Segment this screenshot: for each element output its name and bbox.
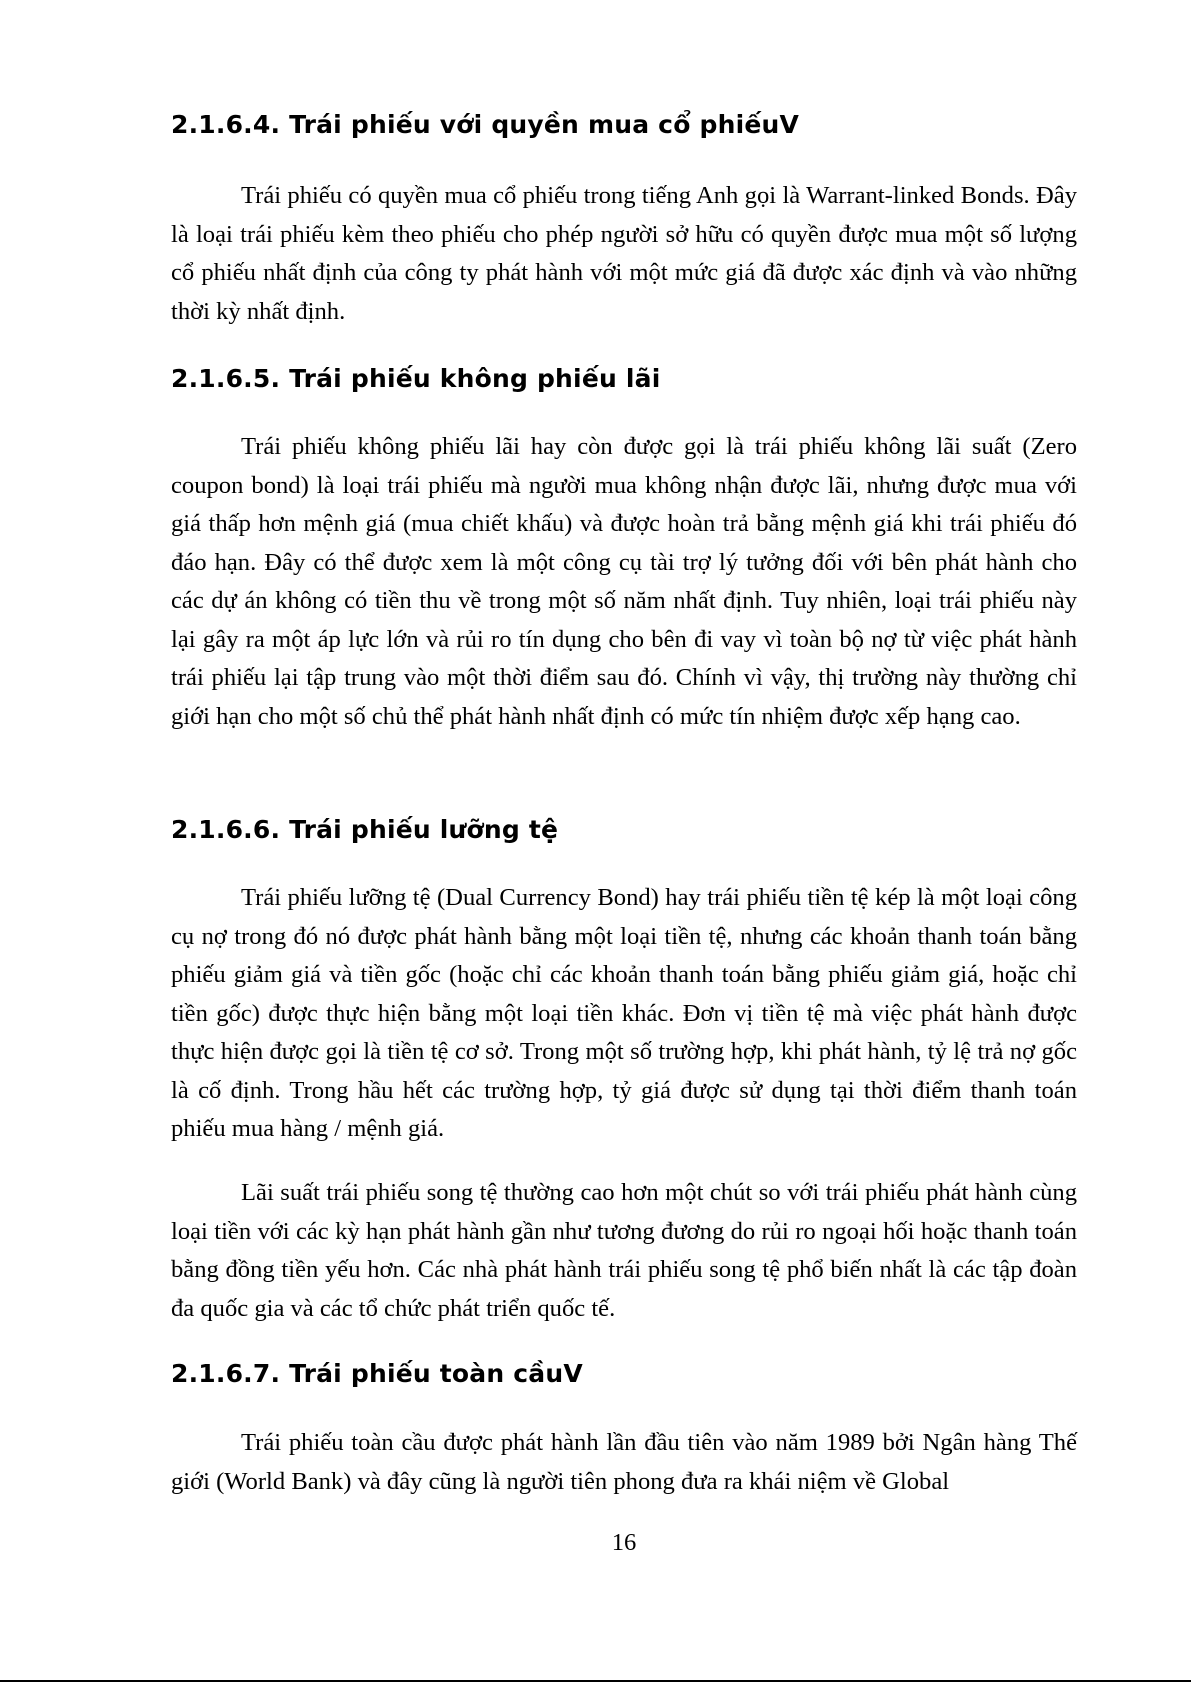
bottom-border-line [0, 1680, 1191, 1682]
section-heading-2-1-6-5: 2.1.6.5. Trái phiếu không phiếu lãi [171, 364, 661, 393]
paragraph-zero-coupon-bond: Trái phiếu không phiếu lãi hay còn được gọi là trái phiếu không lãi suất (Zero coupon bond) là loại trái phiếu mà người mua không nhận được lãi, nhưng được mua với giá thấp hơn mệnh giá (mua chiết khấu) và được hoàn trả bằng mệnh giá khi trái phiếu đó đáo hạn. Đây có thể được xem là một công cụ tài trợ lý tưởng đối với bên phát hành cho các dự án không có tiền thu về trong một số năm nhất định. Tuy nhiên, loại trái phiếu này lại gây ra một áp lực lớn và rủi ro tín dụng cho bên đi vay vì toàn bộ nợ từ việc phát hành trái phiếu lại tập trung vào một thời điểm sau đó. Chính vì vậy, thị trường này thường chỉ giới hạn cho một số chủ thể phát hành nhất định có mức tín nhiệm được xếp hạng cao. [171, 433, 1077, 730]
section-heading-2-1-6-4: 2.1.6.4. Trái phiếu với quyền mua cổ phiếuV [171, 110, 800, 139]
paragraph-warrant-linked-bonds: Trái phiếu có quyền mua cổ phiếu trong tiếng Anh gọi là Warrant-linked Bonds. Đây là loại trái phiếu kèm theo phiếu cho phép người sở hữu có quyền được mua một số lượng cổ phiếu nhất định của công ty phát hành với một mức giá đã được xác định và vào những thời kỳ nhất định. [171, 182, 1077, 325]
paragraph-dual-currency-interest: Lãi suất trái phiếu song tệ thường cao hơn một chút so với trái phiếu phát hành cùng loại tiền với các kỳ hạn phát hành gần như tương đương do rủi ro ngoại hối hoặc thanh toán bằng đồng tiền yếu hơn. Các nhà phát hành trái phiếu song tệ phổ biến nhất là các tập đoàn đa quốc gia và các tổ chức phát triển quốc tế. [171, 1179, 1077, 1322]
section-heading-2-1-6-7: 2.1.6.7. Trái phiếu toàn cầuV [171, 1359, 583, 1388]
paragraph-dual-currency-bond: Trái phiếu lưỡng tệ (Dual Currency Bond) hay trái phiếu tiền tệ kép là một loại công cụ nợ trong đó nó được phát hành bằng một loại tiền tệ, nhưng các khoản thanh toán bằng phiếu giảm giá và tiền gốc (hoặc chỉ các khoản thanh toán bằng phiếu giảm giá, hoặc chỉ tiền gốc) được thực hiện bằng một loại tiền khác. Đơn vị tiền tệ mà việc phát hành được thực hiện được gọi là tiền tệ cơ sở. Trong một số trường hợp, khi phát hành, tỷ lệ trả nợ gốc là cố định. Trong hầu hết các trường hợp, tỷ giá được sử dụng tại thời điểm thanh toán phiếu mua hàng / mệnh giá. [171, 884, 1077, 1142]
section-heading-2-1-6-6: 2.1.6.6. Trái phiếu lưỡng tệ [171, 815, 559, 844]
page-number: 16 [611, 1529, 637, 1556]
paragraph-global-bond: Trái phiếu toàn cầu được phát hành lần đầu tiên vào năm 1989 bởi Ngân hàng Thế giới (World Bank) và đây cũng là người tiên phong đưa ra khái niệm về Global [171, 1429, 1077, 1495]
